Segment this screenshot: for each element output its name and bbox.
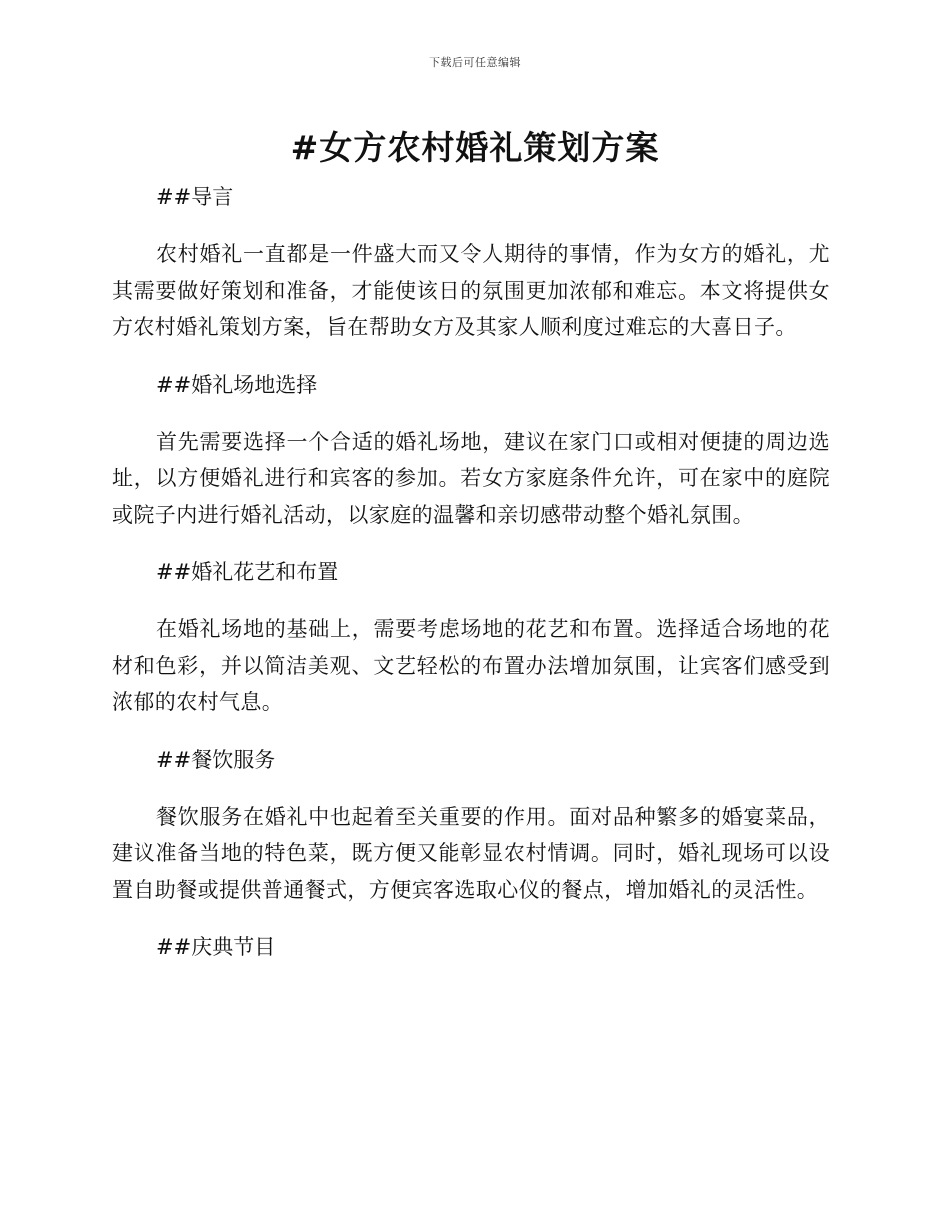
document-body: [112, 179, 830, 965]
section-catering: [112, 742, 830, 930]
section-floral-decor: [112, 554, 830, 742]
section-ceremony-program: [112, 929, 830, 965]
section-paragraph: 首先需要选择一个合适的婚礼场地，建议在家门口或相对便捷的周边选址，以方便婚礼进行和宾客的参加。若女方家庭条件允许，可在家中的庭院或院子内进行婚礼活动，以家庭的温馨和亲切感带动整个婚礼氛围。: [112, 429, 830, 527]
section-venue: [112, 367, 830, 555]
section-paragraph: 餐饮服务在婚礼中也起着至关重要的作用。面对品种繁多的婚宴菜品，建议准备当地的特色菜，既方便又能彰显农村情调。同时，婚礼现场可以设置自助餐或提供普通餐式，方便宾客选取心仪的餐点，增加婚礼的灵活性。: [112, 804, 830, 902]
section-heading: ##餐饮服务: [156, 747, 276, 772]
document-title: #女方农村婚礼策划方案: [290, 128, 660, 167]
section-introduction: [112, 179, 830, 367]
section-heading: ##婚礼花艺和布置: [156, 560, 339, 584]
section-heading: ##婚礼场地选择: [156, 372, 318, 397]
header-note: 下载后可任意编辑: [429, 56, 521, 69]
section-paragraph: 农村婚礼一直都是一件盛大而又令人期待的事情，作为女方的婚礼，尤其需要做好策划和准备，才能使该日的氛围更加浓郁和难忘。本文将提供女方农村婚礼策划方案，旨在帮助女方及其家人顺利度过难忘的大喜日子。: [112, 242, 830, 339]
section-heading: ##庆典节目: [156, 935, 276, 959]
section-heading: ##导言: [156, 185, 234, 209]
section-paragraph: 在婚礼场地的基础上，需要考虑场地的花艺和布置。选择适合场地的花材和色彩，并以简洁美观、文艺轻松的布置办法增加氛围，让宾客们感受到浓郁的农村气息。: [112, 617, 830, 714]
